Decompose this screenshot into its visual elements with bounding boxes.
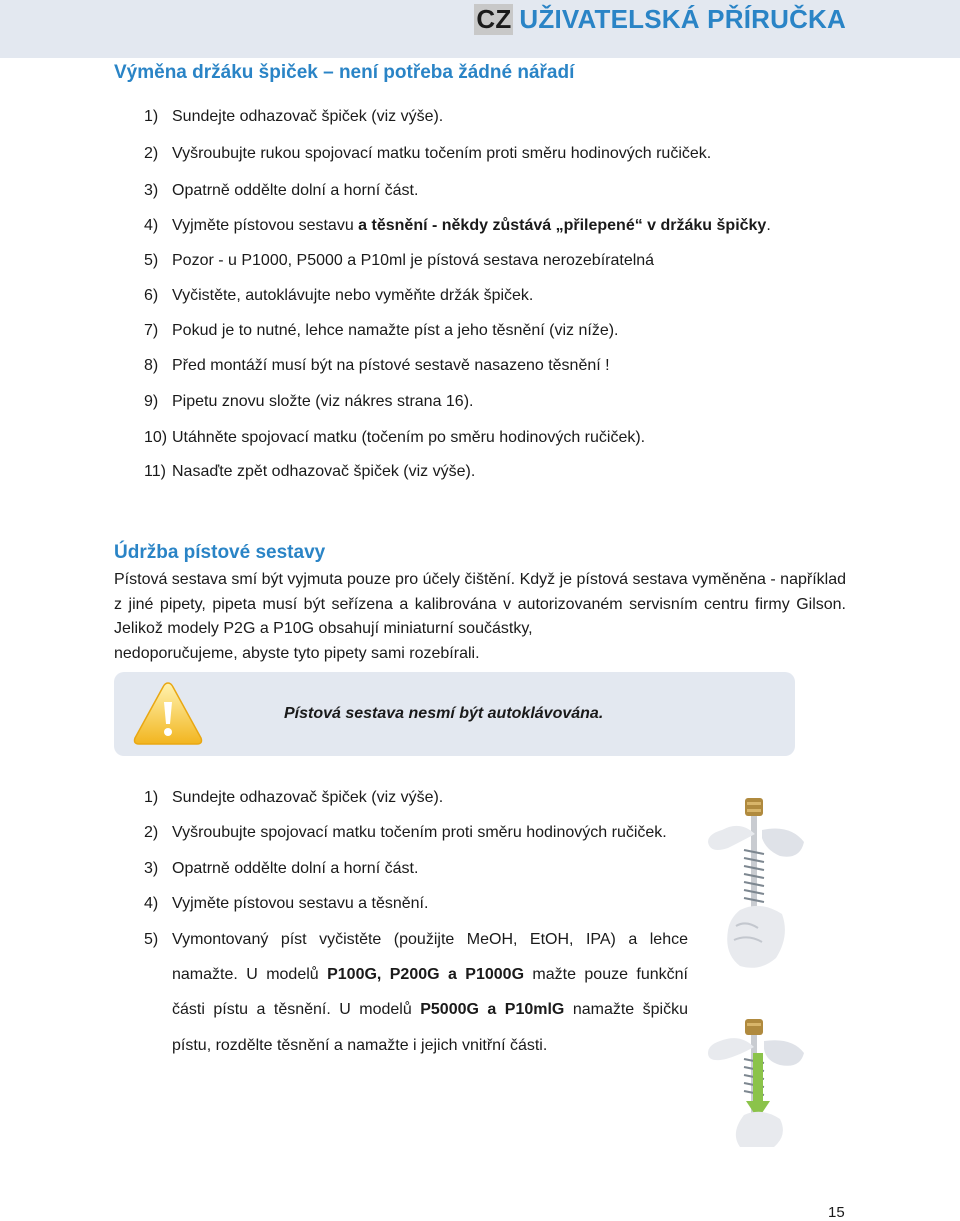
piston-lubrication-photo	[700, 1015, 820, 1150]
maintenance-paragraph: Pístová sestava smí být vyjmuta pouze pro účely čištění. Když je pístová sestava vyměněna - například z jiné pipety, pipeta musí být seřízena a kalibrována v autorizovaném servisním centru firmy Gilson. Jelikož modely P2G a P10G obsahují miniaturní součástky, nedoporučujeme, abyste tyto pipety sami rozebírali.	[114, 571, 846, 663]
section-title-piston-maintenance: Údržba pístové sestavy	[114, 542, 326, 563]
warning-box	[114, 672, 795, 756]
piston-removal-photo	[700, 790, 820, 980]
warning-text: Pístová sestava nesmí být autoklávována.	[284, 705, 604, 722]
manual-title: UŽIVATELSKÁ PŘÍRUČKA	[519, 4, 846, 34]
warning-triangle-icon	[132, 680, 204, 748]
list-item: 5) Vymontovaný píst vyčistěte (použijte MeOH, EtOH, IPA) a lehce namažte. U modelů P100G, P200G a P1000G mažte pouze funkční části pístu a těsnění. U modelů P5000G a P10mlG namažte špičku pístu, rozdělte těsnění a namažte i jejich vnitřní části.	[144, 930, 689, 1054]
list-item: 1) Sundejte odhazovač špiček (viz výše).	[144, 789, 444, 806]
list-item: 4) Vyjměte pístovou sestavu a těsnění.	[144, 895, 429, 913]
language-code: CZ	[476, 4, 512, 34]
list-item: 3) Opatrně oddělte dolní a horní část.	[144, 859, 419, 877]
piston-steps	[144, 780, 688, 1063]
section-title-tip-holder: Výměna držáku špiček – není potřeba žádné nářadí	[114, 62, 575, 83]
header-title	[474, 4, 846, 35]
page-number: 15	[828, 1204, 845, 1221]
list-item: 2) Vyšroubujte spojovací matku točením proti směru hodinových ručiček.	[144, 824, 667, 842]
